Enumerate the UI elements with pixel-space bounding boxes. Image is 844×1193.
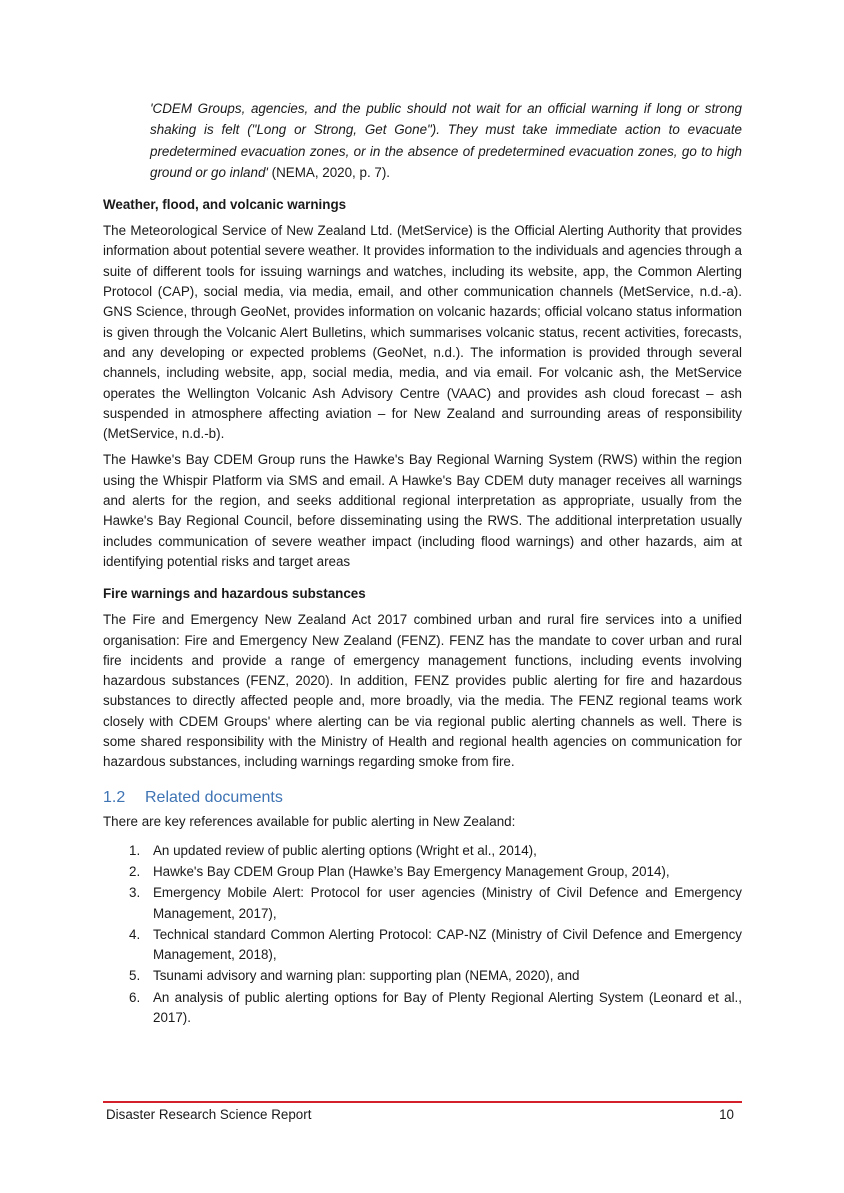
section-title: Related documents: [145, 788, 283, 806]
list-item-text: Emergency Mobile Alert: Protocol for user agencies (Ministry of Civil Defence and Emergency Management, 2017),: [153, 885, 742, 921]
related-intro: There are key references available for public alerting in New Zealand:: [103, 813, 516, 829]
weather-paragraph-2: The Hawke's Bay CDEM Group runs the Hawke's Bay Regional Warning System (RWS) within the region using the Whispir Platform via SMS and email. A Hawke's Bay CDEM duty manager receives all warnings and alerts for the region, and seeks additional regional interpretation as appropriate, usually from the Hawke's Bay Regional Council, before disseminating using the RWS. The additional interpretation usually includes communication of severe weather impact (including flood warnings) and other hazards, aim at identifying potential risks and target areas: [103, 452, 742, 569]
page-body: [103, 98, 742, 1029]
quote-citation: (NEMA, 2020, p. 7).: [267, 164, 391, 180]
list-item-text: Technical standard Common Alerting Protocol: CAP-NZ (Ministry of Civil Defence and Emergency Management, 2018),: [153, 926, 742, 963]
list-item: [103, 988, 742, 1029]
list-marker: 4.: [129, 926, 141, 942]
list-item: [103, 966, 742, 986]
list-item-text: Hawke's Bay CDEM Group Plan (Hawke’s Bay Emergency Management Group, 2014),: [153, 863, 670, 879]
list-item: [103, 862, 742, 882]
list-marker: 5.: [129, 968, 141, 984]
section-number: 1.2: [103, 788, 126, 806]
list-marker: 6.: [129, 989, 141, 1005]
list-marker: 3.: [129, 885, 141, 901]
reference-list: [103, 841, 742, 1029]
footer-divider: [103, 1101, 742, 1103]
block-quote: [150, 98, 742, 183]
list-marker: 1.: [129, 842, 141, 858]
footer-report-name: Disaster Research Science Report: [106, 1107, 312, 1122]
quote-text: 'CDEM Groups, agencies, and the public should not wait for an official warning if long or strong shaking is felt ("Long or Strong, Get Gone"). They must take immediate action to evacuate predetermined evacuation zones, or in the absence of predetermined evacuation zones, go to high ground or go inland': [150, 101, 742, 180]
weather-paragraph-1: The Meteorological Service of New Zealand Ltd. (MetService) is the Official Alerting Authority that provides information about potential severe weather. It provides information to the individuals and agencies through a suite of different tools for issuing warnings and watches, including its website, app, the Common Alerting Protocol (CAP), social media, via media, email, and other communication channels (MetService, n.d.-a). GNS Science, through GeoNet, provides information on volcanic hazards; official volcano status information is given through the Volcanic Alert Bulletins, which summarises volcanic status, recent activities, forecasts, and any developing or expected problems (GeoNet, n.d.). The information is provided through several channels, including website, app, social media, media, and via email. For volcanic ash, the MetService operates the Wellington Volcanic Ash Advisory Centre (VAAC) and provides ash cloud forecast – ash suspended in atmosphere affecting aviation – for New Zealand and surrounding areas of responsibility (MetService, n.d.-b).: [103, 223, 742, 442]
section-heading-related-documents: [103, 787, 742, 809]
list-marker: 2.: [129, 863, 141, 879]
page-number: 10: [719, 1107, 734, 1122]
list-item: [103, 925, 742, 966]
fire-paragraph: The Fire and Emergency New Zealand Act 2017 combined urban and rural fire services into a unified organisation: Fire and Emergency New Zealand (FENZ). FENZ has the mandate to cover urban and rural fire incidents and provide a range of emergency management functions, including events involving hazardous substances (FENZ, 2020). In addition, FENZ provides public alerting for fire and hazardous substances to directly affected people and, more broadly, via the media. The FENZ regional teams work closely with CDEM Groups' where alerting can be via regional public alerting channels as well. There is some shared responsibility with the Ministry of Health and regional health agencies on communication for hazardous substances, including warnings regarding smoke from fire.: [103, 612, 742, 770]
list-item-text: Tsunami advisory and warning plan: supporting plan (NEMA, 2020), and: [153, 968, 580, 984]
fire-heading: Fire warnings and hazardous substances: [103, 586, 366, 602]
list-item-text: An updated review of public alerting options (Wright et al., 2014),: [153, 842, 537, 858]
weather-heading: Weather, flood, and volcanic warnings: [103, 197, 347, 213]
list-item-text: An analysis of public alerting options for Bay of Plenty Regional Alerting System (Leonard et al., 2017).: [153, 989, 742, 1025]
list-item: [103, 883, 742, 924]
list-item: [103, 841, 742, 861]
